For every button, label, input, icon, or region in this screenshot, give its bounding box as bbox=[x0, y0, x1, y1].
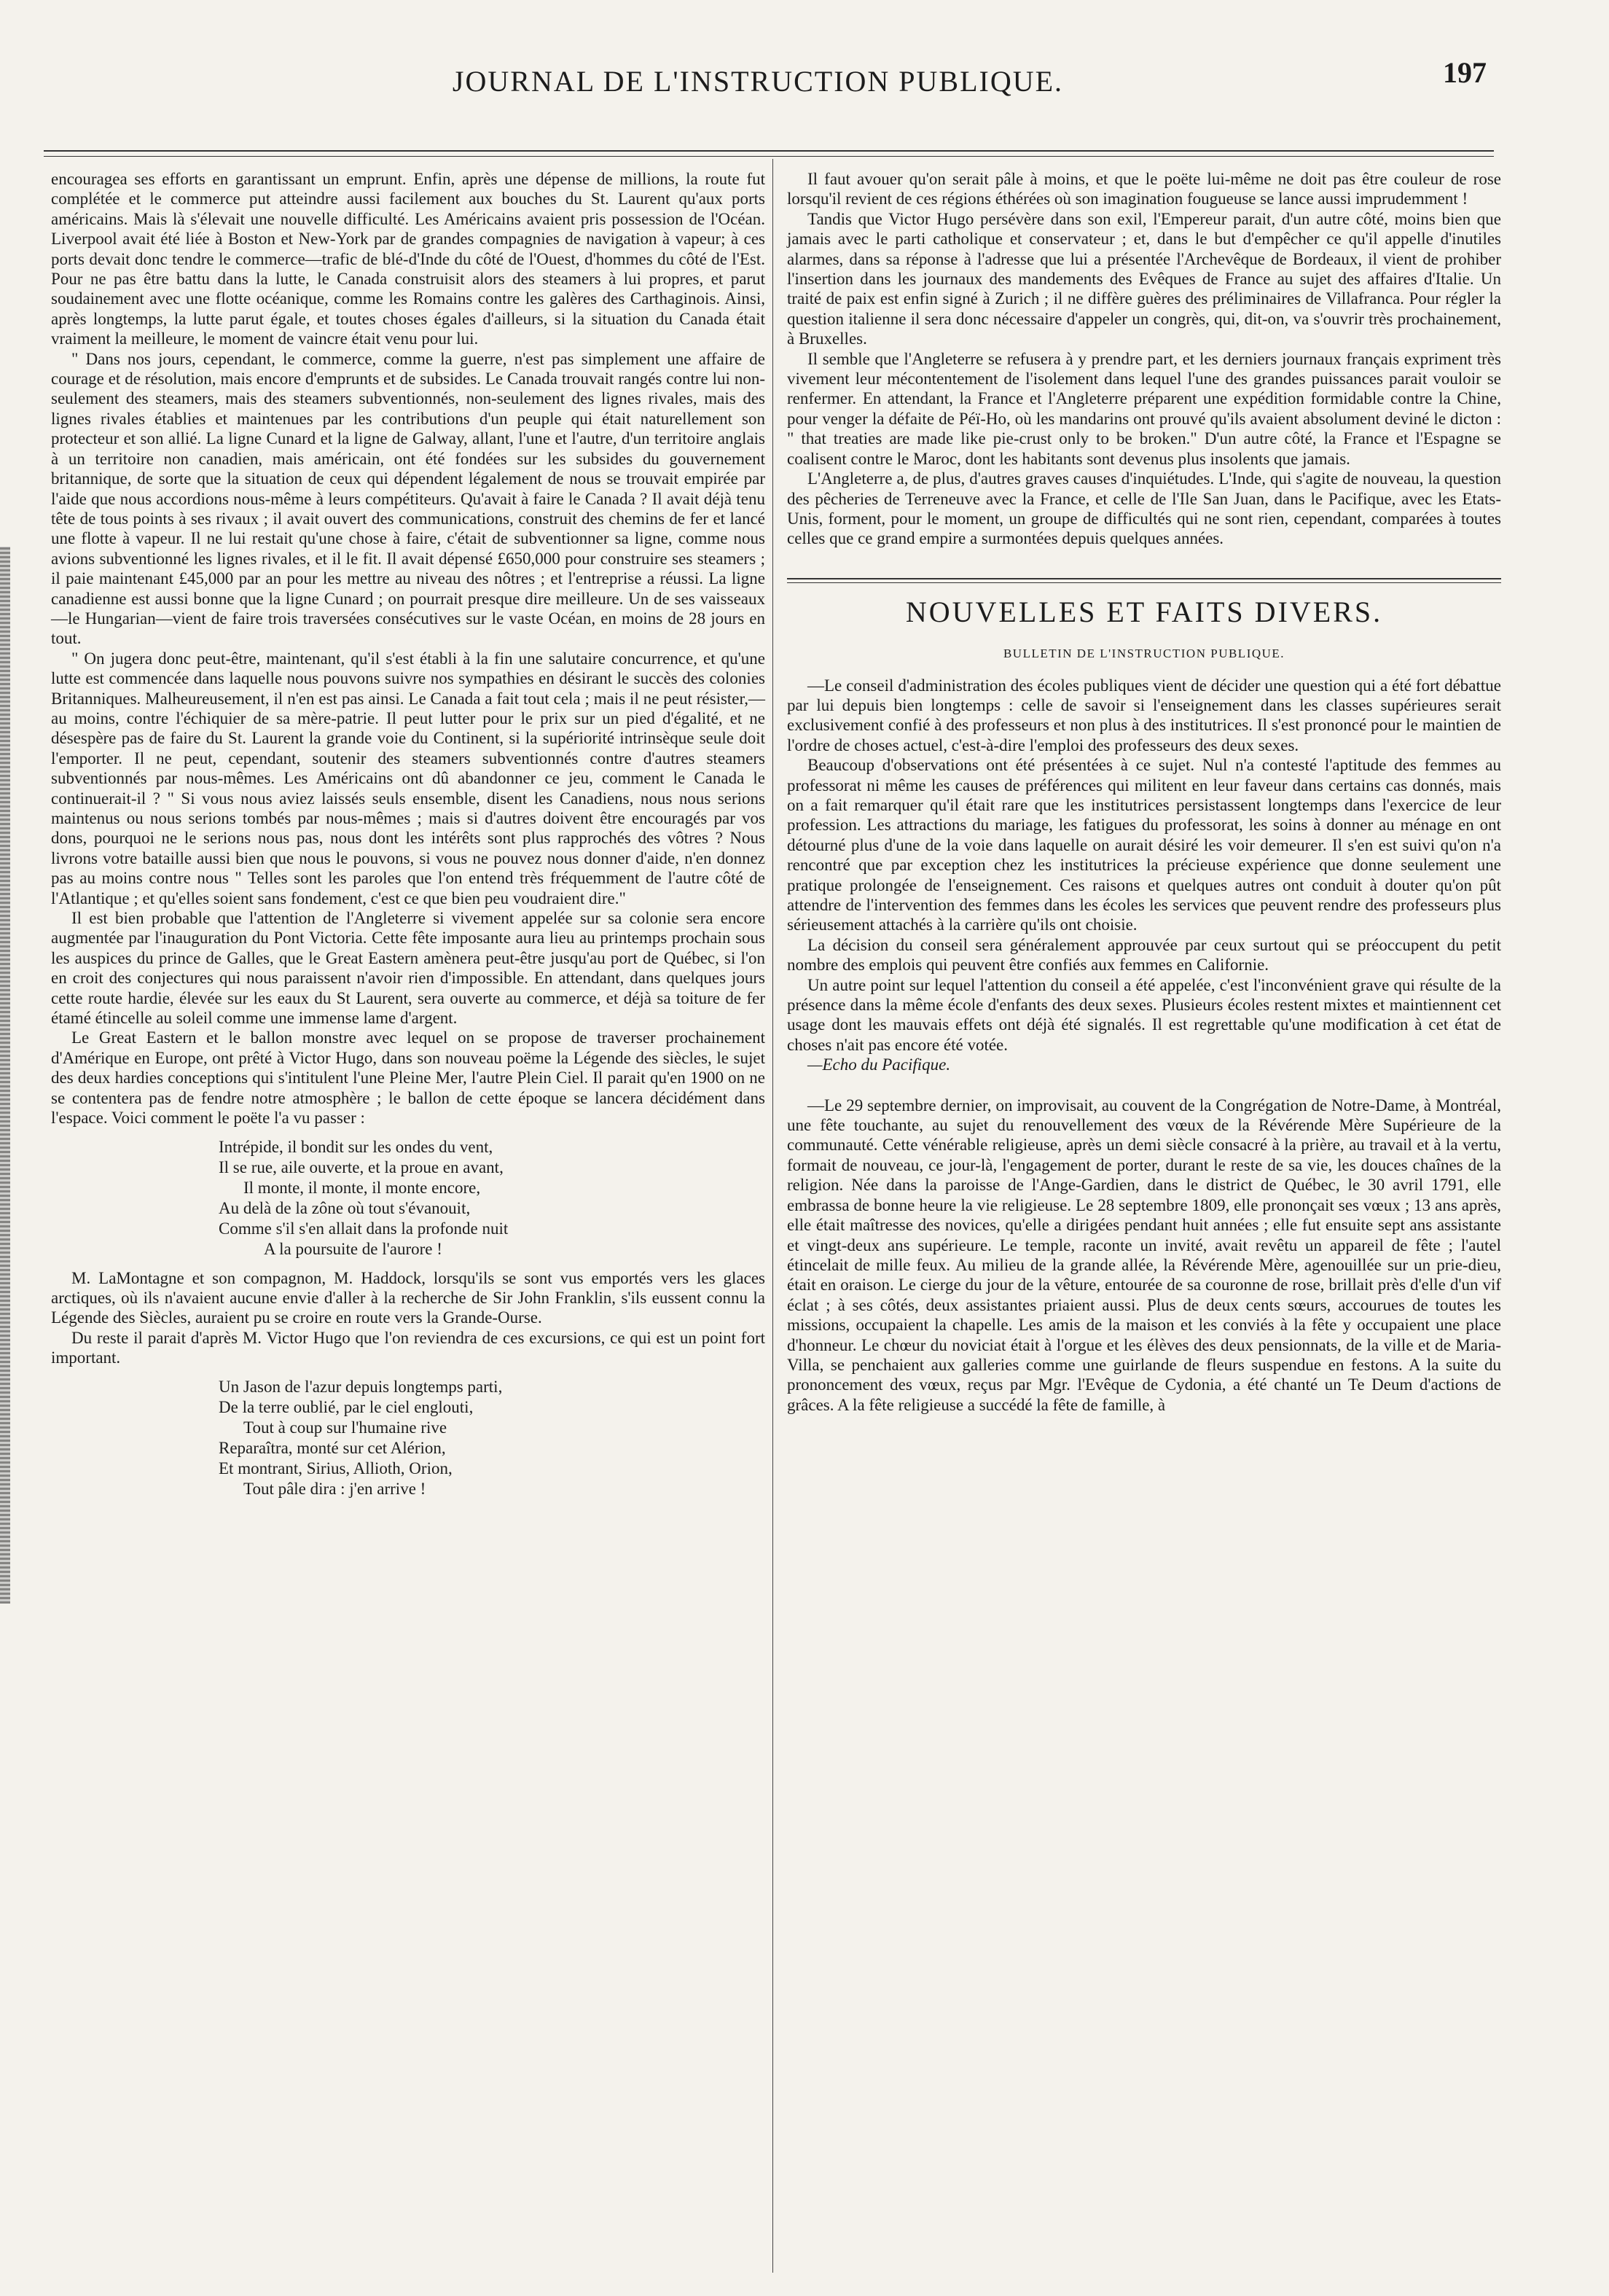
left-column bbox=[51, 169, 765, 1508]
poem-line: Un Jason de l'azur depuis longtemps parti, bbox=[219, 1377, 503, 1396]
paragraph: —Le conseil d'administration des écoles publiques vient de décider une question qui a été fort débattue par lui depuis bien longtemps : celle de savoir si l'enseignement dans les classes supérieures serait exclusivement confié à des professeurs et non plus à des institutrices. Il s'est prononcé pour le maintien de l'ordre de choses actuel, c'est-à-dire l'emploi des professeurs des deux sexes. bbox=[787, 676, 1501, 754]
poem-line: Tout pâle dira : j'en arrive ! bbox=[243, 1479, 426, 1498]
poem-line: Comme s'il s'en allait dans la profonde nuit bbox=[219, 1219, 509, 1238]
paragraph: —Le 29 septembre dernier, on improvisait, au couvent de la Congrégation de Notre-Dame, à Montréal, une fête touchante, au sujet du renouvellement des vœux de la Révérende Mère Supérieure de la communauté. Cette vénérable religieuse, après un demi siècle consacré à la prière, au travail et à la vertu, formait de nouveau, ce jour-là, l'engagement de porter, durant le reste de sa vie, les douces chaînes de la religion. Née dans la paroisse de l'Ange-Gardien, dans le district de Québec, le 30 avril 1791, elle embrassa de bonne heure la vie religieuse. Le 28 septembre 1809, elle prononçait ses vœux ; 13 ans après, elle était maîtresse des novices, qu'elle a dirigées pendant huit années ; elle fut ensuite sept ans assistante et vingt-deux ans supérieure. Le temple, raconte un invité, avait revêtu un appareil de fête ; l'autel étincelait de mille feux. Au milieu de la grande allée, la Révérende Mère, agenouillée sur un prie-dieu, était en oraison. Le cierge du jour de la vêture, entourée de sa couronne de rose, brillait près d'elle d'un vif éclat ; à ses côtés, deux assistantes priaient aussi. Plus de deux cents sœurs, accourues de toutes les missions, occupaient la chapelle. Les amis de la maison et les conviés à la fête y occupaient une place d'honneur. Le chœur du noviciat était à l'orgue et les élèves des deux pensionnats, de la ville et de Maria-Villa, se penchaient aux galleries comme une guirlande de fleurs suspendue en festons. A la suite du prononcement des vœux, reçus par Mgr. l'Evêque de Cydonia, a été chanté un Te Deum d'actions de grâces. A la fête religieuse a succédé la fête de famille, à bbox=[787, 1096, 1501, 1414]
poem-line: Il monte, il monte, il monte encore, bbox=[243, 1178, 481, 1197]
paragraph: " Dans nos jours, cependant, le commerce, comme la guerre, n'est pas simplement une affaire de courage et de résolution, mais encore d'emprunts et de subsides. Le Canada trouvait rangés contre lui non-seulement des steamers, mais des steamers subventionnés, non-seulement des lignes rivales, mais des lignes rivales établies et maintenues par les contributions d'un peuple qui était naturellement son protecteur et son allié. La ligne Cunard et la ligne de Galway, allant, l'une et l'autre, d'un territoire anglais à un territoire non canadien, mais américain, ont été fondées sur les subsides du gouvernement britannique, de sorte que la situation de ceux qui dépendent légalement de nous se trouvait empirée par l'aide que nous accordions nous-même à leurs compétiteurs. Qu'avait à faire le Canada ? Il avait déjà tenu tête de tous points à ses rivaux ; il avait ouvert des communications, construit des chemins de fer et lancé une flotte à vapeur. Il ne lui restait qu'une chose à faire, c'était de subventionner sa ligne, comme nous avions subventionné les lignes rivales, et il le fit. Il avait dépensé £650,000 pour construire ses steamers ; il paie maintenant £45,000 par an pour les mettre au niveau des nôtres ; et l'entreprise a réussi. La ligne canadienne est aussi bonne que la ligne Cunard ; on pourrait presque dire meilleure. Un de ses vaisseaux—le Hungarian—vient de faire trois traversées consécutives sur le vaste Océan, en moins de 28 jours en tout. bbox=[51, 349, 765, 648]
poem-line: Tout à coup sur l'humaine rive bbox=[243, 1418, 447, 1437]
poem-line: Il se rue, aile ouverte, et la proue en avant, bbox=[219, 1157, 504, 1176]
poem-line: Au delà de la zône où tout s'évanouit, bbox=[219, 1198, 471, 1217]
spacer bbox=[787, 1075, 1501, 1096]
paragraph: Beaucoup d'observations ont été présentées à ce sujet. Nul n'a contesté l'aptitude des femmes au professorat ni même les causes de préférences qui militent en leur faveur dans certains cas donnés, mais on a fait remarquer qu'il était rare que les institutrices persistassent longtemps dans l'exercice de leur profession. Les attractions du mariage, les fatigues du professorat, les soins à donner au ménage en ont détourné plus d'une de la voie dans laquelle on aurait désiré les voir demeurer. Il s'en est suivi qu'on n'a rencontré que par exception chez les institutrices la précieuse expérience que donne seulement une pratique prolongée de l'enseignement. Ces raisons et quelques autres ont conduit à douter qu'on pût attendre de l'intervention des femmes dans les écoles les services que peuvent rendre des professeurs plus sérieusement attachés à la carrière qu'ils ont choisie. bbox=[787, 756, 1501, 934]
paragraph: Du reste il parait d'après M. Victor Hugo que l'on reviendra de ces excursions, ce qui est un point fort important. bbox=[51, 1328, 765, 1367]
article-source: —Echo du Pacifique. bbox=[807, 1055, 951, 1074]
section-rule-thin bbox=[787, 582, 1501, 583]
poem-excerpt bbox=[219, 1137, 765, 1260]
right-column bbox=[787, 169, 1501, 1415]
paragraph: M. LaMontagne et son compagnon, M. Haddock, lorsqu'ils se sont vus emportés vers les glaces arctiques, où ils n'avaient aucune envie d'aller à la recherche de Sir John Franklin, s'ils eussent connu la Légende des Siècles, auraient pu se croire en route vers la Grande-Ourse. bbox=[51, 1268, 765, 1327]
header-rule bbox=[44, 150, 1494, 152]
section-rule bbox=[787, 578, 1501, 579]
paragraph: Il est bien probable que l'attention de l'Angleterre si vivement appelée sur sa colonie sera encore augmentée par l'inauguration du Pont Victoria. Cette fête imposante aura lieu au printemps prochain sous les auspices du prince de Galles, que le Great Eastern amènera peut-être jusqu'au port de Québec, si l'on en croit des conjectures qui nous paraissent n'avoir rien d'impossible. En attendant, dans quelques jours cette route hardie, élevée sur les eaux du St Laurent, sera ouverte au commerce, et déjà sa toiture de fer étamé étincelle au soleil comme une immense lame d'argent. bbox=[51, 909, 765, 1028]
paragraph: Un autre point sur lequel l'attention du conseil a été appelée, c'est l'inconvénient grave qui résulte de la présence dans la même école d'enfants des deux sexes. Plusieurs écoles restent mixtes et maintiennent cet usage dont les mauvais effets ont déjà été signalés. Il est regrettable qu'une modification à cet état de choses n'ait pas encore été votée. bbox=[787, 975, 1501, 1054]
paragraph: encouragea ses efforts en garantissant un emprunt. Enfin, après une dépense de millions, la route fut complétée et le commerce put atteindre aussi facilement aux bouches du St. Laurent qu'aux ports américains. Mais là s'élevait une nouvelle difficulté. Les Américains avaient pris possession de l'Océan. Liverpool avait été liée à Boston et New-York par de grandes compagnies de navigation à vapeur; à ces ports devait donc tendre le commerce—trafic de blé-d'Inde du côté de l'Ouest, d'hommes du côté de l'Est. Pour ne pas être battu dans la lutte, le Canada construisit alors des steamers à lui propres, et parut soudainement avec une flotte océanique, comme les Romains contre les galères des Carthaginois. Ainsi, après longtemps, la lutte parut égale, et toutes choses égales d'ailleurs, si la situation du Canada était vraiment la meilleure, le moment de vaincre était venu pour lui. bbox=[51, 170, 765, 348]
paragraph: Tandis que Victor Hugo persévère dans son exil, l'Empereur parait, d'un autre côté, moins bien que jamais avec le parti catholique et conservateur ; et, dans le but d'empêcher ce qu'il appelle d'inutiles alarmes, dans sa réponse à l'adresse que lui a présentée l'Archevêque de Bordeaux, il vient de prohiber l'insertion dans les journaux des mandements des Evêques de France au sujet des affaires d'Italie. Un traité de paix est enfin signé à Zurich ; il ne diffère guères des préliminaires de Villafranca. Pour régler la question italienne il sera donc nécessaire d'appeler un congrès, qui, dit-on, va s'ouvrir très prochainement, à Bruxelles. bbox=[787, 209, 1501, 348]
paragraph: Il semble que l'Angleterre se refusera à y prendre part, et les derniers journaux français expriment très vivement leur mécontentement de l'isolement dans lequel l'une des grandes puissances parait vouloir se renfermer. En attendant, la France et l'Angleterre préparent une expédition formidable contre la Chine, pour venger la défaite de Péï-Ho, où les mandarins ont prouvé qu'ils avaient absolument deviné le dicton : " that treaties are made like pie-crust only to be broken." D'un autre côté, la France et l'Espagne se coalisent contre le Maroc, dont les habitants sont devenus plus insolents que jamais. bbox=[787, 349, 1501, 468]
paragraph: Il faut avouer qu'on serait pâle à moins, et que le poëte lui-même ne doit pas être couleur de rose lorsqu'il revient de ces régions éthérées où son imagination fougueuse se lance aussi imprudemment ! bbox=[787, 170, 1501, 208]
running-title: JOURNAL DE L'INSTRUCTION PUBLIQUE. bbox=[452, 65, 1064, 98]
poem-line: Reparaîtra, monté sur cet Alérion, bbox=[219, 1438, 446, 1457]
poem-excerpt bbox=[219, 1377, 765, 1499]
poem-line: Intrépide, il bondit sur les ondes du vent, bbox=[219, 1137, 493, 1156]
section-title: NOUVELLES ET FAITS DIVERS. bbox=[905, 595, 1383, 628]
paragraph: La décision du conseil sera généralement approuvée par ceux surtout qui se préoccupent du petit nombre des emplois qui peuvent être confiés aux femmes en Californie. bbox=[787, 935, 1501, 975]
column-divider bbox=[772, 159, 773, 2273]
poem-line: A la poursuite de l'aurore ! bbox=[264, 1239, 442, 1258]
page-header bbox=[0, 44, 1609, 117]
paragraph: Le Great Eastern et le ballon monstre avec lequel on se propose de traverser prochainement d'Amérique en Europe, ont prêté à Victor Hugo, dans son nouveau poëme la Légende des siècles, le sujet des deux hardies conceptions qui s'intitulent l'une Pleine Mer, l'autre Plein Ciel. Il parait qu'en 1900 on ne se contentera pas de fendre notre atmosphère ; le ballon de cette époque se lancera décidément dans l'espace. Voici comment le poëte l'a vu passer : bbox=[51, 1028, 765, 1128]
poem-line: De la terre oublié, par le ciel englouti, bbox=[219, 1397, 474, 1416]
page-number: 197 bbox=[1443, 56, 1487, 89]
bulletin-heading: BULLETIN DE L'INSTRUCTION PUBLIQUE. bbox=[1003, 647, 1285, 661]
paragraph: L'Angleterre a, de plus, d'autres graves causes d'inquiétudes. L'Inde, qui s'agite de nouveau, la question des pêcheries de Terreneuve avec la France, et celle de l'Ile San Juan, dans le Pacifique, avec les Etats-Unis, forment, pour le moment, un groupe de difficultés qui ne sont rien, cependant, comparées à toutes celles que ce grand empire a surmontées depuis quelques années. bbox=[787, 469, 1501, 548]
paragraph: " On jugera donc peut-être, maintenant, qu'il s'est établi à la fin une salutaire concurrence, et qu'une lutte est commencée dans laquelle nous pouvons suivre nos sympathies en désirant le succès des colonies Britanniques. Malheureusement, il n'en est pas ainsi. Le Canada a fait tout cela ; mais il ne peut résister,—au moins, contre l'échiquier de sa mère-patrie. Il peut lutter pour le prix sur un pied d'égalité, et ne désespère pas de faire du St. Laurent la grande voie du Continent, si la supériorité intrinsèque seule doit l'emporter. Il ne peut, cependant, soutenir des steamers subventionnés contre d'autres steamers subventionnés par nous-mêmes. Les Américains ont dû abandonner ce jeu, comment le Canada le continuerait-il ? " Si vous nous aviez laissés seuls ensemble, disent les Canadiens, nous nous serions maintenus ou nous serions tombés par nous-mêmes ; mais si d'autres doivent être encouragés par vos dons, pourquoi ne le serions nous pas, nous dont les intérêts sont plus rapprochés des vôtres ? Nous livrons votre bataille aussi bien que nous le pouvons, si vous ne pouvez nous donner d'aide, n'en donnez pas au moins contre nous " Telles sont les paroles que l'on entend très fréquemment de l'autre côté de l'Atlantique ; et qu'elles soient sans fondement, c'est ce que bien peu voudraient dire." bbox=[51, 649, 765, 907]
poem-line: Et montrant, Sirius, Allioth, Orion, bbox=[219, 1459, 453, 1477]
header-rule-thin bbox=[44, 156, 1494, 157]
scan-edge-mark bbox=[0, 547, 10, 1604]
